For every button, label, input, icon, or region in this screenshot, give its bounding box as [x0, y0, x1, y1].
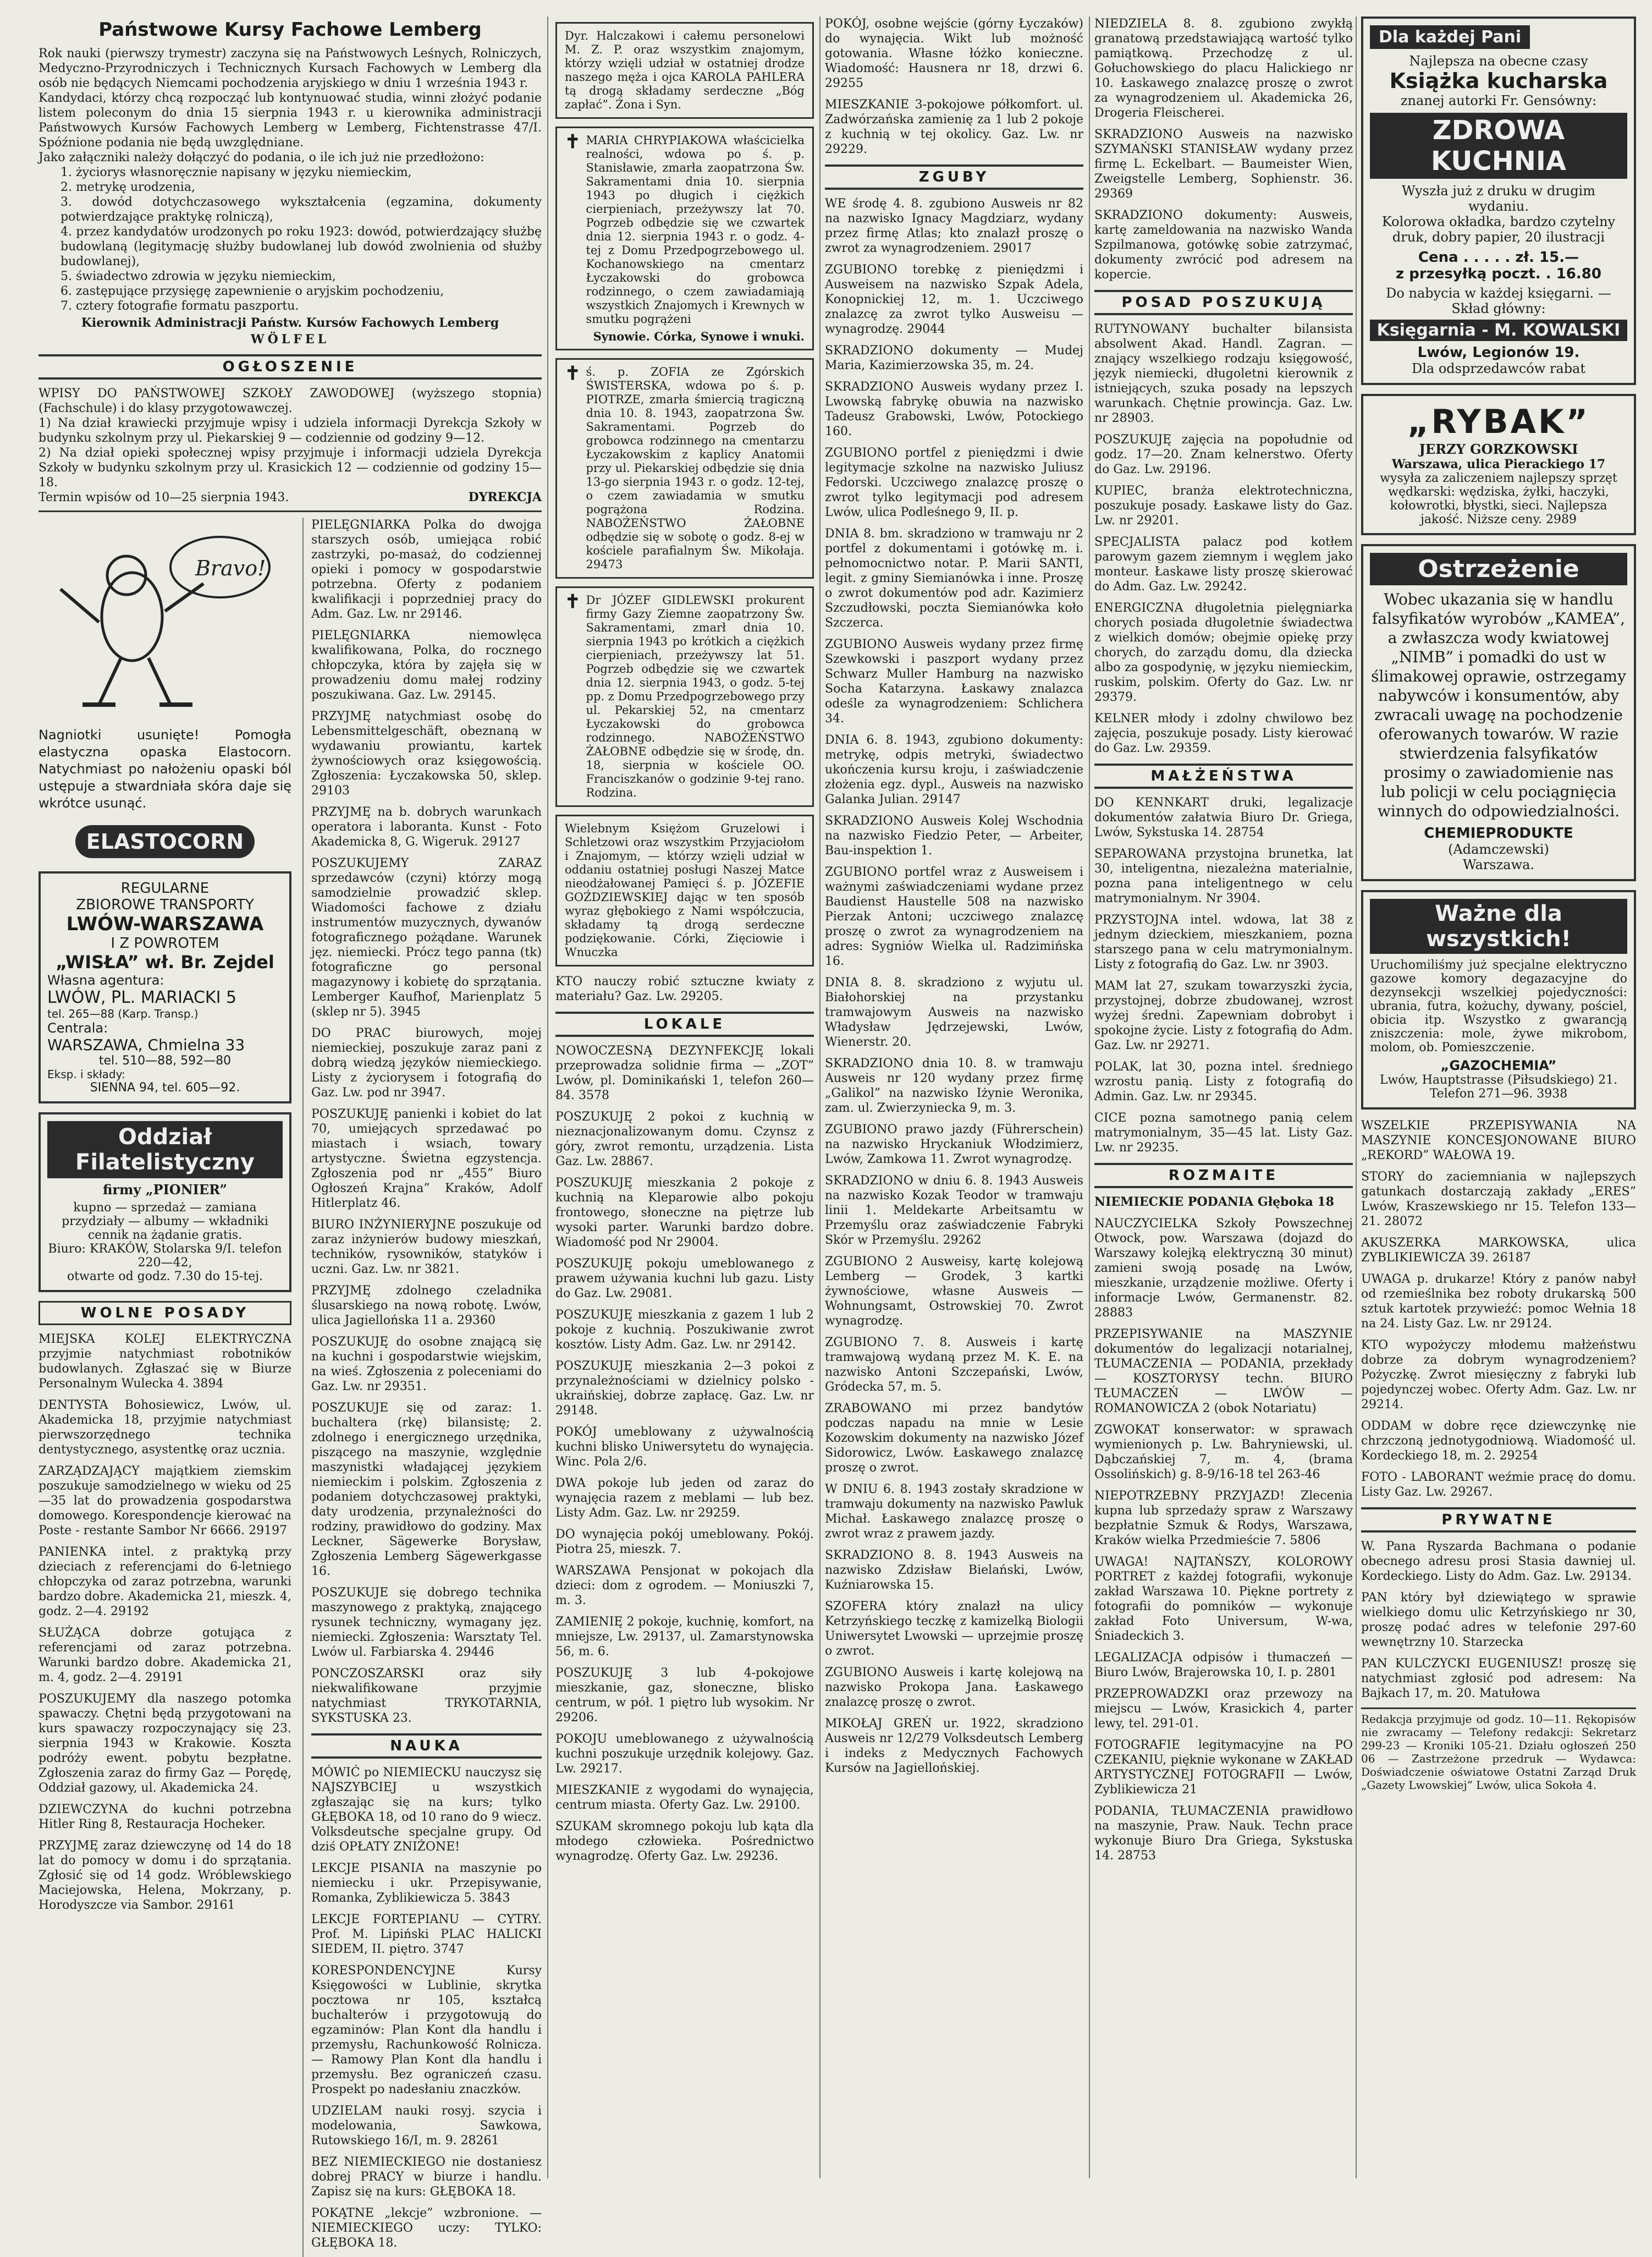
- ostrzezenie-signature: Warszawa.: [1462, 857, 1535, 872]
- classified-ad: ZGUBIONO 7. 8. Ausweis i kartę tramwajową wydaną przez M. K. E. na nazwisko Antoni Szczepański, Lwów, Gródecka 57, m. 5.: [825, 1336, 1083, 1394]
- wisla-line: REGULARNE: [120, 880, 210, 897]
- lokale-heading: LOKALE: [555, 1012, 814, 1037]
- column-2: [555, 17, 814, 2178]
- column-5: [1361, 17, 1636, 2178]
- classified-ad: DZIEWCZYNA do kuchni potrzebna Hitler Ring 8, Restauracja Hocheker.: [38, 1803, 291, 1831]
- ogloszenie-signature: DYREKCJA: [468, 490, 542, 504]
- filatelistyczny-text: Biuro: KRAKÓW, Stolarska 9/I. telefon 220—42,: [48, 1242, 282, 1270]
- classified-ad: POSZUKUJĘ mieszkania z gazem 1 lub 2 pokoje z kuchnią. Poszukiwanie zwrot kosztów. Listy Adm. Gaz. Lw. nr 29142.: [555, 1308, 814, 1352]
- classified-ad: POSZUKUJĘ panienki i kobiet do lat 70, umiejących sprzedawać po miastach i wsiach, towary artystyczne. Świetna egzystencja. Zgłoszenia pod nr „455” Biuro Ogłoszeń Krajna” Kraków, Adolf Hitlerplatz 46.: [311, 1107, 542, 1210]
- classified-ad: NIEPOTRZEBNY PRZYJAZD! Zlecenia kupna lub sprzedaży spraw z Warszawy bezpłatnie Szmuk & Rodys, Warszawa, Kraków wielka Przedmieście 7. 5806: [1094, 1489, 1353, 1547]
- classified-ad: ZGUBIONO prawo jazdy (Führerschein) na nazwisko Hryckaniuk Włodzimierz, Lwów, Zamkowa 11. Zwrot wynagrodzę.: [825, 1123, 1083, 1166]
- classified-ad: SKRADZIONO dokumenty — Mudej Maria, Kazimierzowska 35, m. 24.: [825, 344, 1083, 372]
- ostrzezenie-ad: [1361, 544, 1636, 881]
- classified-ad: POSZUKUJĘ mieszkania 2 pokoje z kuchnią na Kleparowie albo pokoju frontowego, słoneczne na piętrze lub wysoki parter. Warunki bardzo dobre. Wiadomość pod Nr 29004.: [555, 1176, 814, 1249]
- posad-poszukuja-heading: POSAD POSZUKUJĄ: [1094, 290, 1353, 315]
- wisla-line: tel. 265—88 (Karp. Transp.): [47, 1007, 199, 1020]
- classified-ad: POKÓJ, osobne wejście (górny Łyczaków) do wynajęcia. Wikt lub możność gotowania. Własne łóżko konieczne. Wiadomość: Hausnera nr 18, drzwi 6. 29255: [825, 17, 1083, 90]
- ogloszenie-heading: OGŁOSZENIE: [38, 354, 542, 380]
- dancing-foot-icon: [38, 523, 291, 721]
- zguby-heading: ZGUBY: [825, 164, 1083, 190]
- wisla-line: tel. 510—88, 592—80: [98, 1054, 232, 1068]
- classified-ad: W DNIU 6. 8. 1943 zostały skradzione w tramwaju dokumenty na nazwisko Pawluk Michał. Łaskawego znalazcę proszę o zwrot wraz z prawem jazdy.: [825, 1482, 1083, 1541]
- classified-ad: SKRADZIONO 8. 8. 1943 Ausweis na nazwisko Zdzisław Bielański, Lwów, Kuźniarowska 15.: [825, 1548, 1083, 1592]
- kursy-list-item: 4. przez kandydatów urodzonych po roku 1923: dowód, potwierdzający służbę budowlaną (legitymację służby budowlanej lub dowód zwolnienia od służby budowlanej),: [60, 225, 542, 268]
- rybak-owner: JERZY GORZKOWSKI: [1419, 441, 1578, 457]
- classified-ad: PRZEPROWADZKI oraz przewozy na miejscu — Lwów, Krasickich 4, parter lewy, tel. 291-01.: [1094, 1687, 1353, 1731]
- classified-ad: ZGUBIONO portfel wraz z Ausweisem i ważnymi zaświadczeniami wydane przez Baudienst Haustelle 508 na nazwisko Pierzak Antoni; uczciwego znalazcę proszę o zwrot za wynagrodzeniem na adres: Sygniów Wielka ul. Radzimińska 16.: [825, 865, 1083, 968]
- classified-ad: LEGALIZACJA odpisów i tłumaczeń — Biuro Lwów, Brajerowska 10, I. p. 2801: [1094, 1651, 1353, 1679]
- column-4: [1094, 17, 1353, 2178]
- kursy-paragraph: Rok nauki (pierwszy trymestr) zaczyna się na Państwowych Leśnych, Rolniczych, Medyczno-Przyrodniczych i Technicznych Kursach Fachowych w Lemberg dla osób nie będących Niemcami pochodzenia aryjskiego w dniu 1 września 1943 r.: [38, 47, 542, 90]
- filatelistyczny-firm: firmy „PIONIER”: [102, 1182, 228, 1198]
- ogloszenie-paragraph: 2) Na dział opieki społecznej wpisy przyjmuje i informacji udziela Dyrekcja Szkoły w budynku szkolnym przy ul. Krasickich 12 — codziennie od godziny 15—18.: [38, 446, 542, 490]
- classified-ad: MIEJSKA KOLEJ ELEKTRYCZNA przyjmie natychmiast robotników budowlanych. Zgłaszać się w Biurze Personalnym Wulecka 4. 3894: [38, 1332, 291, 1391]
- ostrzezenie-text: Wobec ukazania się w handlu falsyfikatów wyrobów „KAMEA”, a zwłaszcza wody kwiatowej „NIMB” i pomadki do ust w ślimakowej oprawie, ostrzegamy nabywców i konsumentów, aby zwracali uwagę na pochodzenie oferowanych towarów. W razie stwierdzenia falsyfikatów prosimy o zawiadomienie nas lub policji w celu pociągnięcia winnych do odpowiedzialności.: [1371, 590, 1626, 820]
- wisla-ad: [38, 871, 291, 1103]
- classified-ad: KTO wypożyczy młodemu małżeństwu dobrze za dobrym wynagrodzeniem? Pożyczkę. Zwrot miesięczny z fabryki lub pojedynczej wobec. Oferty Adm. Gaz. Lw. nr 29214.: [1361, 1338, 1636, 1412]
- wisla-line: ZBIOROWE TRANSPORTY: [76, 897, 254, 913]
- classified-ad: ODDAM w dobre ręce dziewczynkę nie chrzczoną jednotygodniową. Wiadomość ul. Kordeckiego 18, m. 2. 29254: [1361, 1419, 1636, 1463]
- classified-ad: PANIENKA intel. z praktyką przy dzieciach z referencjami do 6-letniego chłopczyka od zaraz potrzebna, warunki bardzo dobre. Akademicka 21, mieszk. 4, godz. 2—4. 29192: [38, 1545, 291, 1618]
- kucharka-bookstore: Księgarnia - M. KOWALSKI: [1370, 320, 1627, 341]
- kucharka-line: Do nabycia w każdej księgarni. — Skład główny:: [1386, 285, 1611, 316]
- kursy-paragraph: Kandydaci, którzy chcą rozpocząć lub kontynuować studia, winni złożyć podanie listem poleconym do dnia 15 sierpnia 1943 r. u kierownika administracji Państwowych Kursów Fachowych Lemberg w Lemberg, Fichtenstrasse 47/I. Spóźnione podania nie będą uwzględniane.: [38, 91, 542, 150]
- classified-ad: POKÓJ umeblowany z używalnością kuchni blisko Uniwersytetu do wynajęcia. Winc. Pola 2/6.: [555, 1425, 814, 1469]
- classified-ad: PRZYJMĘ zaraz dziewczynę od 14 do 18 lat do pomocy w domu i do sprzątania. Zgłosić się od 14 godz. Wróblewskiego Maciejowska, Helena, Mokrzany, p. Horodyszcze via Sambor. 29161: [38, 1839, 291, 1912]
- thanks-notice: Wielebnym Księżom Gruzelowi i Schletzowi oraz wszystkim Przyjaciołom i Znajomym, — którzy wzięli udział w oddaniu ostatniej posługi Naszej Matce nieodżałowanej Pamięci ś. p. JÓZEFIE GOŹDZIEWSKIEJ dając w ten sposób wyraz głębokiego z Nami współczucia, składamy tą drogą serdeczne podziękowanie. Córki, Zięciowie i Wnuczka: [555, 815, 814, 966]
- wazne-ad: [1361, 890, 1636, 1110]
- column-rule: [819, 17, 821, 2178]
- obituary-text: MARIA CHRYPIAKOWA właścicielka realności, wdowa po ś. p. Stanisławie, zmarła zaopatrzona Św. Sakramentami dnia 10. sierpnia 1943 po długich i ciężkich cierpieniach, przeżywszy lat 70. Pogrzeb odbędzie się we czwartek dnia 12. sierpnia 1943 r. o godz. 4-tej z Domu Przedpogrzebowego ul. Kochanowskiego na cmentarz Łyczakowski do grobowca rodzinnego, o czem zawiadamiają wszystkich Znajomych i Krewnych w smutku pogrążeni: [586, 134, 805, 326]
- classified-ad: NAUCZYCIELKA Szkoły Powszechnej Otwock, pow. Warszawa (dojazd do Warszawy kolejką elektryczną 30 minut) zamieni swoją posadę na Lwów, mieszkanie, urządzenie możliwe. Oferty i informacje Lwów, Germanenstr. 82. 28883: [1094, 1217, 1353, 1320]
- obituary-text: Dr JÓZEF GIDLEWSKI prokurent firmy Gazy Ziemne zaopatrzony Św. Sakramentami, zmarł dnia 10. sierpnia 1943 po krótkich a ciężkich cierpieniach, przeżywszy lat 51. Pogrzeb odbędzie się we czwartek dnia 12. sierpnia 1943, o godz. 5-tej pp. z Domu Przedpogrzebowego przy ul. Pekarskiej 52, na cmentarz Łyczakowski do grobowca rodzinnego. NABOŻEŃSTWO ŻAŁOBNE odbędzie się w środę, dn. 18, sierpnia w kościele OO. Franciszkanów o godzinie 9-tej rano. Rodzina.: [586, 594, 805, 799]
- elastocorn-text: Nagniotki usunięte! Pomogła elastyczna opaska Elastocorn. Natychmiast po nałożeniu opaski ból ustępuje a stwardniała skóra daje się wkrótce usunąć.: [38, 727, 291, 811]
- filatelistyczny-title: Oddział Filatelistyczny: [47, 1121, 283, 1178]
- nauka-heading: NAUKA: [311, 1733, 542, 1759]
- classified-ad: ZGUBIONO Ausweis i kartę kolejową na nazwisko Prokopa Jana. Łaskawego znalazcę proszę o zwrot.: [825, 1666, 1083, 1709]
- classified-ad: POSZUKUJE się dobrego technika maszynowego z praktyką, znającego rysunek techniczny, wymagany jęz. niemiecki. Zgłoszenia: Warsztaty Tel. Lwów ul. Farbiarska 4. 29446: [311, 1586, 542, 1659]
- wisla-line: „WISŁA” wł. Br. Zejdel: [56, 952, 274, 973]
- classified-ad: POLAK, lat 30, pozna intel. średniego wzrostu panią. Listy z fotografią do Admin. Gaz. Lw. nr 29345.: [1094, 1060, 1353, 1103]
- classified-ad: PRZYSTOJNA intel. wdowa, lat 38 z jednym dzieckiem, mieszkaniem, pozna starszego pana w celu matrymonialnym. Listy z fotografią do Gaz. Lw. nr 3903.: [1094, 913, 1353, 971]
- classified-ad: CICE pozna samotnego panią celem matrymonialnym, 35—45 lat. Listy Gaz. Lw. nr 29235.: [1094, 1111, 1353, 1155]
- kucharka-book-title: ZDROWA KUCHNIA: [1370, 113, 1627, 179]
- column-1a: [38, 518, 291, 2257]
- kucharka-title: Książka kucharska: [1389, 69, 1608, 93]
- classified-ad: ZGUBIONO 2 Ausweisy, kartę kolejową Lemberg — Grodek, 3 kartki żywnościowe, własne Ausweis — Wohnungsamt, Ostrowskiej 70. Zwrot wynagrodzę.: [825, 1255, 1083, 1328]
- wisla-line: I Z POWROTEM: [111, 935, 219, 952]
- column-rule: [1089, 17, 1090, 2178]
- classified-ad: PAN KULCZYCKI EUGENIUSZ! proszę się natychmiast zgłosić pod adresem: Na Bajkach 17, m. 20. Matułowa: [1361, 1657, 1636, 1700]
- classified-ad: KUPIEC, branża elektrotechniczna, poszukuje posady. Łaskawe listy do Gaz. Lw. nr 29201.: [1094, 484, 1353, 528]
- obituary-signature: Synowie. Córka, Synowe i wnuki.: [593, 330, 805, 343]
- classified-ad: SKRADZIONO Ausweis wydany przez I. Lwowską fabrykę obuwia na nazwisko Tadeusz Grabowski, Lwów, Potockiego 160.: [825, 380, 1083, 438]
- ostrzezenie-title: Ostrzeżenie: [1370, 553, 1627, 585]
- classified-ad: SEPAROWANA przystojna brunetka, lat 30, inteligentna, niezależna materialnie, pozna pana inteligentnego w celu matrymonialnym. Nr 3904.: [1094, 847, 1353, 905]
- classified-ad: FOTO - LABORANT weźmie pracę do domu. Listy Gaz. Lw. 29267.: [1361, 1470, 1636, 1499]
- classified-ad: POSZUKUJEMY ZARAZ sprzedawców (czyni) którzy mogą samodzielnie prowadzić sklep. Wiadomości fachowe z działu instrumentów muzycznych, dywanów fotograficznego pożądane. Warunek jęz. niemiecki. Prócz tego panna (tk) fotograficzne go personal magazynowy i kobietę do sprzątania. Lemberger Kaufhof, Marienplatz 5 (sklep nr 5). 3945: [311, 856, 542, 1019]
- classified-ad: ZARZĄDZAJĄCY majątkiem ziemskim poszukuje samodzielnego w wieku od 25—35 lat do prowadzenia gospodarstwa domowego. Korespondencje kierować na Poste - restante Sambor Nr 6666. 29197: [38, 1464, 291, 1537]
- classified-ad: POSZUKUJĘ do osobne znającą się na kuchni i gospodarstwie wiejskim, na wieś. Zgłoszenia z poleceniami do Gaz. Lw. nr 29351.: [311, 1335, 542, 1393]
- classified-ad: SŁUŻĄCA dobrze gotująca z referencjami od zaraz potrzebna. Warunki bardzo dobre. Akademicka 21, m. 4, godz. 2—4. 29191: [38, 1626, 291, 1684]
- column-rule: [547, 17, 548, 2178]
- kursy-list-item: 1. życiorys własnoręcznie napisany w języku niemieckim,: [60, 166, 412, 179]
- classified-ad: PONCZOSZARSKI oraz siły niekwalifikowane przyjmie natychmiast TRYKOTARNIA, SYKSTUSKA 23.: [311, 1667, 542, 1725]
- kursy-list-item: 7. cztery fotografie formatu paszportu.: [60, 299, 299, 313]
- classified-ad: BIURO INŻYNIERYJNE poszukuje od zaraz inżynierów budowy mieszkań, techników, rysowników, statyków i uczni. Gaz. Lw. nr 3821.: [311, 1218, 542, 1276]
- filatelistyczny-ad: [38, 1112, 291, 1292]
- column-1b: [302, 518, 542, 2257]
- classified-ad: PIELĘGNIARKA Polka do dwojga starszych osób, umiejąca robić zastrzyki, po-masaż, do codziennej opieki i pomocy w gospodarstwie potrzebna. Oferty z podaniem kwalifikacji i poprzedniej pracy do Adm. Gaz. Lw. nr 29146.: [311, 518, 542, 621]
- kucharka-line: znanej autorki Fr. Gensówny:: [1400, 93, 1597, 108]
- classified-ad: SKRADZIONO dokumenty: Ausweis, kartę zameldowania na nazwisko Wanda Szpilmanowa, gotówkę sobie zatrzymać, dokumenty zwrócić pod adresem na kopercie.: [1094, 208, 1353, 282]
- rybak-text: wysyła za zaliczeniem najlepszy sprzęt wędkarski: wędziska, żyłki, haczyki, kołowrotki, błystki, sieci. Najlepsza jakość. Niższe ceny. 2989: [1380, 471, 1617, 526]
- classified-ad: MÓWIĆ po NIEMIECKU nauczysz się NAJSZYBCIEJ u wszystkich zgłaszając się na kurs; tylko GŁĘBOKA 18, od 10 rano do 9 wiecz. Volksdeutsche specjalne grupy. Od dziś OPŁATY ZNIŻONE!: [311, 1766, 542, 1854]
- wazne-address: Lwów, Hauptstrasse (Piłsudskiego) 21. Telefon 271—96. 3938: [1379, 1073, 1618, 1101]
- classified-ad: MIESZKANIE 3-pokojowe półkomfort. ul. Zadwórzańska zamienię za 1 lub 2 pokoje z kuchnią w tej okolicy. Gaz. Lw. nr 29229.: [825, 98, 1083, 156]
- classified-ad: MIESZKANIE z wygodami do wynajęcia, centrum miasta. Oferty Gaz. Lw. 29100.: [555, 1783, 814, 1812]
- kursy-title: Państwowe Kursy Fachowe Lemberg: [98, 19, 482, 41]
- kursy-signature-name: WÖLFEL: [250, 332, 330, 347]
- classified-ad: STORY do zaciemniania w najlepszych gatunkach dostarczają zakłady „ERES” Lwów, Kraszewskiego nr 15. Telefon 133—21. 28072: [1361, 1170, 1636, 1228]
- classified-ad: DO wynajęcia pokój umeblowany. Pokój. Piotra 25, mieszk. 7.: [555, 1528, 814, 1556]
- classified-ad: PRZYJMĘ na b. dobrych warunkach operatora i laboranta. Kunst - Foto Akademicka 8, G. Wigeruk. 29127: [311, 805, 542, 849]
- ogloszenie-term: Termin wpisów od 10—25 sierpnia 1943.: [38, 491, 289, 504]
- classified-ad: POSZUKUJĘ 2 pokoi z kuchnią w nieznacjonalizowanym domu. Czynsz z góry, zwrot remontu, urządzenia. Lista Gaz. Lw. 28867.: [555, 1110, 814, 1168]
- kucharka-ad: [1361, 17, 1636, 385]
- classified-ad: NOWOCZESNĄ DEZYNFEKCJĘ lokali przeprowadza solidnie firma — „ZOT” Lwów, pl. Dominikański 1, telefon 260—84. 3578: [555, 1044, 814, 1102]
- classified-ad: NIEMIECKIE PODANIA Głęboka 18: [1094, 1195, 1334, 1209]
- column-1: [38, 17, 542, 2250]
- classified-ad: ZGWOKAT konserwator: w sprawach wymienionych p. Lw. Bahryniewski, ul. Dąbczańskiej 7, m. 4, (brama Ossolińskich) g. 8-9/16-18 tel 263-46: [1094, 1423, 1353, 1481]
- classified-ad: UDZIELAM nauki rosyj. szycia i modelowania, Sawkowa, Rutowskiego 16/I, m. 9. 28261: [311, 2104, 542, 2148]
- classified-ad: ZAMIENIĘ 2 pokoje, kuchnię, komfort, na mniejsze, Lw. 29137, ul. Zamarstynowska 56, m. 6.: [555, 1615, 814, 1659]
- kucharka-line: Dla odsprzedawców rabat: [1411, 361, 1586, 376]
- kucharka-line: Najlepsza na obecne czasy: [1409, 53, 1588, 69]
- classified-ad: WARSZAWA Pensjonat w pokojach dla dzieci: dom z ogrodem. — Moniuszki 7, m. 3.: [555, 1564, 814, 1607]
- classified-ad: UWAGA p. drukarze! Który z panów nabył od rzemieślnika bez roboty drukarską 500 sztuk kartotek przywieźć: pomoc Wełnia 18 na 24. Listy Gaz. Lw. nr 29124.: [1361, 1272, 1636, 1331]
- filatelistyczny-text: otwarte od godz. 7.30 do 15-tej.: [67, 1270, 263, 1283]
- classified-ad: POSZUKUJĘ 3 lub 4-pokojowe mieszkanie, gaz, słoneczne, blisko centrum, w pół. 1 piętro lub wysokim. Nr 29206.: [555, 1666, 814, 1725]
- classified-ad: SPECJALISTA palacz pod kotłem parowym gazem ziemnym i węglem jako monteur. Łaskawe listy proszę skierować do Adm. Gaz. Lw. 29242.: [1094, 535, 1353, 594]
- obituary-text: ś. p. ZOFIA ze Zgórskich ŚWISTERSKA, wdowa po ś. p. PIOTRZE, zmarła śmiercią tragiczną dnia 10. 8. 1943, zaopatrzona Św. Sakramentami. Pogrzeb do grobowca rodzinnego na cmentarzu Łyczakowskim z kaplicy Anatomii przy ul. Piekarskiej odbędzie się dnia 13-go sierpnia 1943 r. o godz. 12-tej, o czem zawiadamia w smutku pogrążona Rodzina. NABOŻEŃSTWO ŻAŁOBNE odbędzie się w sobotę o godz. 8-ej w kościele parafialnym Św. Mikołaja. 29473: [586, 365, 805, 571]
- obituary: [555, 358, 814, 579]
- classified-ad: BEZ NIEMIECKIEGO nie dostaniesz dobrej PRACY w biurze i handlu. Zapisz się na kurs: GŁĘBOKA 18.: [311, 2155, 542, 2199]
- classified-ad: NIEDZIELA 8. 8. zgubiono zwykłą granatową przedstawiającą wartość tylko pamiątkową. Przechodzę z ul. Gołuchowskiego do placu Halickiego nr 10. Łaskawego znalazcę proszę o zwrot za wynagrodzeniem ul. Akademicka 26, Drogeria Fleischerei.: [1094, 17, 1353, 120]
- kucharka-line: Kolorowa okładka, bardzo czytelny druk, dobry papier, 20 ilustracji: [1381, 214, 1616, 245]
- classified-ad: DNIA 8. 8. skradziono z wyjutu ul. Białohorskiej na przystanku tramwajowym Ausweis na nazwisko Władysław Jędrzejewski, Lwów, Wienerstr. 20.: [825, 976, 1083, 1049]
- column-3: [825, 17, 1083, 2178]
- ogloszenie-paragraph: 1) Na dział krawiecki przyjmuje wpisy i udziela informacji Dyrekcja Szkoły w budynku szkolnym przy ul. Piekarskiej 9 — codziennie od godziny 9—12.: [38, 416, 542, 445]
- cross-icon: ✝: [565, 591, 581, 613]
- classified-ad: DENTYSTA Bohosiewicz, Lwów, ul. Akademicka 18, przyjmie natychmiast pierwszorzędnego technika dentystycznego, asystentkę oraz ucznia.: [38, 1398, 291, 1457]
- elastocorn-illustration: [38, 523, 291, 721]
- classified-ad: DNIA 6. 8. 1943, zgubiono dokumenty: metrykę, odpis metryki, świadectwo ukończenia kursu kroju, i zaświadczenie złożenia egz. dypl., Ausweis na nazwisko Galanka Julian. 29147: [825, 733, 1083, 806]
- wazne-text: Uruchomiliśmy już specjalne elektryczno gazowe komory degazacyjne do dezynsekcji wszelkiej pojedyczności: ubrania, futra, kożuchy, dywany, pościel, obicia itp. Wszystko z gwarancją zniszczenia: mole, żywe mikrobom, molom, ob. Pomieszczenie.: [1370, 958, 1627, 1055]
- wazne-title: Ważne dla wszystkich!: [1370, 899, 1627, 954]
- classified-ad: ZGUBIONO Ausweis wydany przez firmę Szewkowski i paszport wydany przez Schwarz Muller Hamburg na nazwisko Socha Katarzyna. Łaskawy znalazca odeśle za wynagrodzeniem: Schlichera 34.: [825, 638, 1083, 726]
- rybak-ad: [1361, 394, 1636, 535]
- classified-ad: DNIA 8. bm. skradziono w tramwaju nr 2 portfel z dokumentami i gotówkę m. i. pełnomocnictwo notar. P. Marii SANTI, legit. z gminy Siemianówka i inne. Proszę o zwrot dokumentów pod adr. Kazimierz Szczudłowski, poczta Siemianówka koło Szczerca.: [825, 527, 1083, 630]
- kursy-list-item: 2. metrykę urodzenia,: [60, 180, 195, 194]
- classified-ad: SKRADZIONO Ausweis na nazwisko SZYMAŃSKI STANISŁAW wydany przez firmę L. Eckelbart. — Baumeister Wien, Zweigstelle Lemberg, Sophienstr. 36. 29369: [1094, 128, 1353, 201]
- obituary: [555, 127, 814, 350]
- kursy-list-item: 3. dowód dotychczasowego wykształcenia (egzamina, dokumenty potwierdzające praktykę rolniczą),: [60, 195, 542, 224]
- kursy-list-item: 6. zastępujące przysięgę zapewnienie o aryjskim pochodzeniu,: [60, 284, 444, 298]
- classified-ad: ENERGICZNA długoletnia pielęgniarka chorych posiada długoletnie świadectwa z wielkich domów; obejmie opiekę przy chorych, do zarządu domu, dla dziecka albo za gospodynię, w języku niemieckim, ruskim, polskim. Oferty do Gaz. Lw. nr 29379.: [1094, 601, 1353, 704]
- wolne-posady-heading: WOLNE POSADY: [38, 1301, 291, 1325]
- classified-ad: PODANIA, TŁUMACZENIA prawidłowo na maszynie, Praw. Nauk. Techn prace wykonuje Biuro Dra Griega, Sykstuska 14. 28753: [1094, 1804, 1353, 1863]
- classified-ad: SKRADZIONO w dniu 6. 8. 1943 Ausweis na nazwisko Kozak Teodor w tramwaju linii 1. Meldekarte Arbeitsamtu w Przemyślu oraz zaświadczenie Fabryki Skór w Przemyślu. 29262: [825, 1174, 1083, 1247]
- classified-ad: POKĄTNE „lekcje” wzbronione. — NIEMIECKIEGO uczy: TYLKO: GŁĘBOKA 18.: [311, 2206, 542, 2250]
- wazne-firm: „GAZOCHEMIA”: [1440, 1058, 1557, 1073]
- classified-ad: ZGUBIONO portfel z pieniędzmi i dwie legitymacje szkolne na nazwisko Juliusz Fedorski. Uczciwego znalazcę proszę o zwrot tylko legitymacji pod adresem Lwów, ulica Podleśnego 9, II. p.: [825, 446, 1083, 519]
- classified-ad: POSZUKUJE się od zaraz: 1. buchaltera (rkę) bilansistę; 2. zdolnego i energicznego urzędnika, piszącego na maszynie, względnie maszynistki władającej językiem niemieckim i polskim. Zgłoszenia z podaniem dotychczasowej praktyki, daty urodzenia, przynależności do rodziny, prawidłowo do godziny. Max Leckner, Sägewerke Borysław, Zgłoszenia Lemberg Sägewerkgasse 16.: [311, 1401, 542, 1578]
- classified-ad: ZGUBIONO torebkę z pieniędzmi i Ausweisem na nazwisko Szpak Adela, Konopnickiej 12, m. 1. Uczciwego znalazcę za zwrot tylko Ausweisu — wynagrodzę. 29044: [825, 263, 1083, 336]
- column-rule: [1356, 17, 1357, 2178]
- kucharka-price: Cena . . . . . zł. 15.—: [1418, 249, 1579, 266]
- classified-ad: PIELĘGNIARKA niemowlęca kwalifikowana, Polka, do rocznego chłopczyka, która by zajęła się w prowadzeniu domu małej rodziny poszukiwana. Gaz. Lw. 29145.: [311, 629, 542, 702]
- classified-ad: POKOJU umeblowanego z używalnością kuchni poszukuje urzędnik kolejowy. Gaz. Lw. 29217.: [555, 1732, 814, 1776]
- classified-ad: PAN który był dziewiątego w sprawie wielkiego domu ulic Ketrzyńskiego nr 30, proszę podać adres w telefonie 297-60 wewnętrzny 10. Starzecka: [1361, 1591, 1636, 1649]
- kursy-paragraph: Jako załączniki należy dołączyć do podania, o ile ich już nie przedłożono:: [38, 151, 484, 164]
- rozmaite-heading: ROZMAITE: [1094, 1163, 1353, 1188]
- wisla-line: WARSZAWA, Chmielna 33: [47, 1036, 245, 1054]
- kucharka-line: Wyszła już z druku w drugim wydaniu.: [1401, 183, 1595, 214]
- kursy-list-item: 5. świadectwo zdrowia w języku niemieckim,: [60, 270, 336, 283]
- classified-ad: DO PRAC biurowych, mojej niemieckiej, poszukuje zaraz pani z dobrą wiedzą języków niemieckiego. Listy z życiorysem i fotografią do Gaz. Lw. pod nr 3947.: [311, 1026, 542, 1100]
- classified-ad: POSZUKUJĘ zajęcia na popołudnie od godz. 17—20. Znam kelnerstwo. Oferty do Gaz. Lw. 29196.: [1094, 433, 1353, 476]
- classified-ad: SZOFERA który znalazł na ulicy Ketrzyńskiego teczkę z kamizelką Biologii Uniwersytet Lwowski — uprzejmie proszę o zwrot.: [825, 1600, 1083, 1658]
- classified-ad: RUTYNOWANY buchalter bilansista absolwent Akad. Handl. Zagran. — znający wszelkiego rodzaju księgowość, język niemiecki, długoletni kierownik z istniejących, szuka posady na lepszych warunkach. Chętnie prowincja. Gaz. Lw. nr 28903.: [1094, 322, 1353, 425]
- cross-icon: ✝: [565, 131, 581, 153]
- classified-ad: POSZUKUJĘ pokoju umeblowanego z prawem używania kuchni lub gazu. Listy do Gaz. Lw. 29081.: [555, 1257, 814, 1300]
- ostrzezenie-signature: (Adamczewski): [1448, 842, 1549, 857]
- cross-icon: ✝: [565, 363, 581, 385]
- rybak-address: Warszawa, ulica Pierackiego 17: [1391, 457, 1606, 471]
- classified-ad: PRZYJMĘ natychmiast osobę do Lebensmittelgeschäft, obeznaną w wydawaniu prowiantu, kartek żywnościowych oraz księgowością. Zgłoszenia: Łyczakowska 50, sklep. 29103: [311, 710, 542, 798]
- classified-ad: WSZELKIE PRZEPISYWANIA NA MASZYNIE KONCESJONOWANE BIURO „REKORD” WAŁOWA 19.: [1361, 1119, 1636, 1162]
- classified-ad: PRZEPISYWANIE na MASZYNIE dokumentów do legalizacji notarialnej, TŁUMACZENIA — PODANIA, przekłady — KOSZTORYSY techn. BIURO TŁUMACZEŃ — LWÓW — ROMANOWICZA 2 (obok Notariatu): [1094, 1327, 1353, 1415]
- wisla-line: LWÓW, PL. MARIACKI 5: [47, 988, 237, 1007]
- classified-ad: DO KENNKART druki, legalizacje dokumentów załatwia Biuro Dr. Griega, Lwów, Sykstuska 14. 28754: [1094, 796, 1353, 839]
- classified-ad: KELNER młody i zdolny chwilowo bez zajęcia, poszukuje posady. Listy kierować do Gaz. Lw. 29359.: [1094, 712, 1353, 755]
- classified-ad: KTO nauczy robić sztuczne kwiaty z materiału? Gaz. Lw. 29205.: [555, 975, 814, 1003]
- wisla-line: LWÓW-WARSZAWA: [66, 913, 264, 935]
- classified-ad: MIKOŁAJ GREŃ ur. 1922, skradziono Ausweis nr 12/279 Volksdeutsch Lemberg i indeks z Medycznych Fachowych Kursów na Jagiellońskiej.: [825, 1717, 1083, 1775]
- wisla-line: Centrala:: [47, 1020, 108, 1036]
- classified-ad: UWAGA! NAJTAŃSZY, KOLOROWY PORTRET z każdej fotografii, wykonuje zakład Warszawa 10. Piękne portrety z fotografii do pomników — wykonuje zakład Foto Universum, W-wa, Śniadeckich 3.: [1094, 1555, 1353, 1643]
- kursy-signature: Kierownik Administracji Państw. Kursów Fachowych Lemberg: [81, 316, 499, 330]
- classified-ad: ZRABOWANO mi przez bandytów podczas napadu na mnie w Lesie Kozowskim dokumenty na nazwisko Józef Sidorowicz, Lwów. Łaskawego znalazcę proszę o zwrot.: [825, 1402, 1083, 1475]
- classified-ad: DWA pokoje lub jeden od zaraz do wynajęcia razem z meblami — lub bez. Listy Adm. Gaz. Lw. nr 29259.: [555, 1476, 814, 1520]
- classified-ad: POSZUKUJĘ mieszkania 2—3 pokoi z przynależnościami w dzielnicy polsko - ukraińskiej, dobrze zapłacę. Gaz. Lw. nr 29148.: [555, 1359, 814, 1418]
- rybak-title: „RYBAK”: [1407, 403, 1590, 441]
- classified-ad: AKUSZERKA MARKOWSKA, ulica ZYBLIKIEWICZA 39. 26187: [1361, 1236, 1636, 1265]
- bravo-label: Bravo!: [195, 556, 266, 580]
- classified-ad: SKRADZIONO Ausweis Kolej Wschodnia na nazwisko Fiedzio Peter, — Arbeiter, Bau-inspektion 1.: [825, 814, 1083, 858]
- filatelistyczny-text: kupno — sprzedaż — zamiana przydziały — albumy — wkładniki cennik na żądanie gratis.: [62, 1201, 268, 1242]
- classified-ad: LEKCJE FORTEPIANU — CYTRY. Prof. M. Lipiński PLAC HALICKI SIEDEM, II. piętro. 3747: [311, 1913, 542, 1956]
- ostrzezenie-signature: CHEMIEPRODUKTE: [1424, 825, 1573, 842]
- classified-ad: PRZYJMĘ zdolnego czeladnika ślusarskiego na nową robotę. Lwów, ulica Jagiellońska 11 a. 29360: [311, 1284, 542, 1327]
- editorial-footer: Redakcja przyjmuje od godz. 10—11. Rękopisów nie zwracamy — Telefony redakcji: Sekretarz 299-23 — Kroniki 105-21. Działu ogłoszeń 250 06 — Zastrzeżone przedruk — Wydawca: Doświadczenie oświatowe Ostatni Zarząd Druk „Gazety Lwowskiej” Lwów, ulica Sokoła 4.: [1361, 1712, 1636, 1792]
- obituary: [555, 586, 814, 807]
- kucharka-price: z przesyłką poczt. . 16.80: [1396, 266, 1601, 282]
- classified-ad: KORESPONDENCYJNE Kursy Księgowości w Lublinie, skrytka pocztowa nr 105, kształcą buchalterów i przygotowują do egzaminów: Plan Kont dla handlu i przemysłu, Rachunkowość Rolnicza. — Ramowy Plan Kont dla handlu i przemysłu. Bez ograniczeń czasu. Prospekt po nadesłaniu znaczków.: [311, 1964, 542, 2096]
- wisla-line: SIENNA 94, tel. 605—92.: [90, 1081, 240, 1095]
- wisla-line: Własna agentura:: [47, 973, 164, 988]
- kucharka-tag: Dla każdej Pani: [1370, 25, 1530, 49]
- ogloszenie-paragraph: WPISY DO PAŃSTWOWEJ SZKOŁY ZAWODOWEJ (wyższego stopnia) (Fachschule) i do klasy przygotowawczej.: [38, 387, 542, 415]
- classified-ad: MAM lat 27, szukam towarzyszki życia, przystojnej, dobrze zbudowanej, wzrost wyżej średni. Zapewniam dobrobyt i spokojne życie. Listy z fotografią do Adm. Gaz. Lw. nr 29271.: [1094, 979, 1353, 1052]
- elastocorn-logo: ELASTOCORN: [75, 825, 255, 858]
- classified-ad: SKRADZIONO dnia 10. 8. w tramwaju Ausweis nr 120 wydany przez firmę „Galikol” na nazwisko Iżynie Weronika, zam. ul. Zwierzyniecka 9, m. 3.: [825, 1057, 1083, 1115]
- kucharka-address: Lwów, Legionów 19.: [1417, 344, 1580, 361]
- classified-ad: LEKCJE PISANIA na maszynie po niemiecku i ukr. Przepisywanie, Romanka, Zyblikiewicza 5. 3843: [311, 1861, 542, 1905]
- classified-ad: POSZUKUJEMY dla naszego potomka spawaczy. Chętni będą przygotowani na kurs spawaczy rozpoczynający się 23. sierpnia 1943 w Krakowie. Koszta podróży ewent. pobytu bezpłatne. Zgłoszenia zaraz do firmy Gaz — Porędę, Oddział gazowy, ul. Akademicka 24.: [38, 1692, 291, 1795]
- thanks-notice: Dyr. Halczakowi i całemu personelowi M. Z. P. oraz wszystkim znajomym, którzy wzięli udział w ostatniej drodze naszego męża i ojca KAROLA PAHLERA tą drogą składamy serdeczne „Bóg zapłać”. Żona i Syn.: [555, 22, 814, 119]
- prywatne-heading: PRYWATNE: [1361, 1507, 1636, 1533]
- classified-ad: WE środę 4. 8. zgubiono Ausweis nr 82 na nazwisko Ignacy Magdziarz, wydany przez firmę Atlas; kto znalazł proszę o zwrot za wynagrodzeniem. 29017: [825, 197, 1083, 255]
- classified-ad: FOTOGRAFIE legitymacyjne na PO CZEKANIU, pięknie wykonane w ZAKŁAD ARTYSTYCZNEJ FOTOGRAFII — Lwów, Zyblikiewicza 21: [1094, 1738, 1353, 1797]
- malzenstwa-heading: MAŁŻEŃSTWA: [1094, 764, 1353, 789]
- classified-ad: W. Pana Ryszarda Bachmana o podanie obecnego adresu prosi Stasia dawniej ul. Kordeckiego. Listy do Adm. Gaz. Lw. 29134.: [1361, 1540, 1636, 1583]
- classified-ad: SZUKAM skromnego pokoju lub kąta dla młodego człowieka. Pośrednictwo wynagrodzę. Oferty Gaz. Lw. 29236.: [555, 1820, 814, 1863]
- wisla-line: Eksp. i składy:: [47, 1068, 125, 1081]
